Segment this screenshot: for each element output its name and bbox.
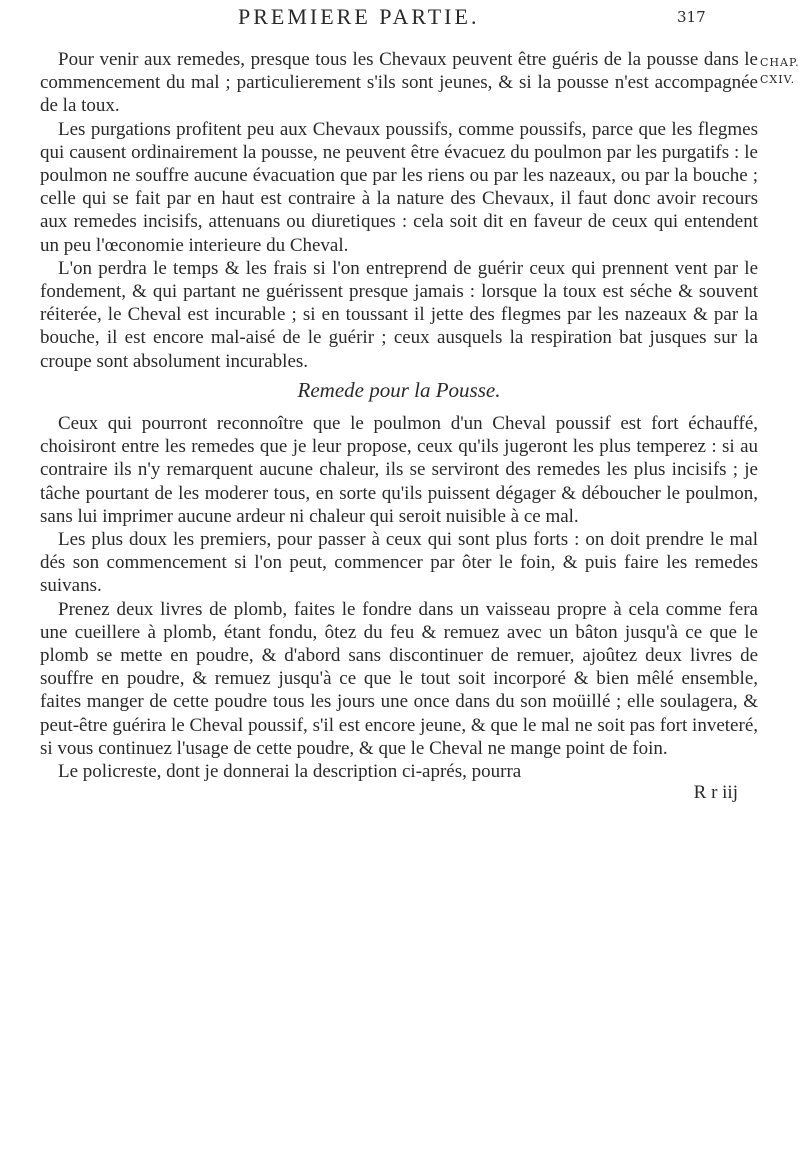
section-heading: Remede pour la Pousse.: [297, 377, 501, 402]
paragraph: Prenez deux livres de plomb, faites le fondre dans un vaisseau propre à cela comme fera une cueillere à plomb, étant fondu, ôtez du feu & remuez avec un bâton jusqu'à ce que le plomb se mette en poudre, & d'abord sans discontinuer de remuer, ajoûtez deux livres de souffre en poudre, & remuez jusqu'à ce que le tout soit incorporé & bien mêlé ensemble, faites manger de cette poudre tous les jours une once dans du son moüillé ; elle soulagera, & peut-être guérira le Cheval poussif, s'il est encore jeune, & que le mal ne soit pas fort inveteré, si vous continuez l'usage de cette poudre, & que le Cheval ne mange point de foin.: [40, 598, 758, 759]
paragraph: Pour venir aux remedes, presque tous les Chevaux peuvent être guéris de la pousse dans le commencement du mal ; particulierement s'ils sont jeunes, & si la pousse n'est accompagnée de la toux.: [40, 49, 758, 117]
paragraph: Les plus doux les premiers, pour passer à ceux qui sont plus forts : on doit prendre le mal dés son commencement si l'on peut, commencer par ôter le foin, & puis faire les remedes suivans.: [40, 529, 758, 597]
page-number: 317: [677, 8, 706, 26]
running-header: [0, 4, 800, 34]
paragraph: Ceux qui pourront reconnoître que le poulmon d'un Cheval poussif est fort échauffé, choisiront entre les remedes que je leur propose, ceux qu'ils jugeront les plus temperez : si au contraire ils n'y remarquent aucune chaleur, ils se serviront des remedes les plus incisifs ; je tâche pourtant de les moderer tous, en sorte qu'ils puissent dégager & déboucher le poulmon, sans lui imprimer aucune ardeur ni chaleur qui seroit nuisible à ce mal.: [40, 413, 758, 527]
paragraph: L'on perdra le temps & les frais si l'on entreprend de guérir ceux qui prennent vent par le fondement, & qui partant ne guérissent presque jamais : lorsque la toux est séche & souvent réiterée, le Cheval est incurable ; si en toussant il jette des flegmes par les nazeaux & par la bouche, il est encore mal-aisé de le guérir ; ceux ausquels la respiration bat jusques sur la croupe sont absolument incurables.: [40, 257, 758, 372]
margin-note: [760, 54, 800, 88]
margin-note-line: CHAP.: [760, 56, 800, 69]
body-text: [40, 48, 758, 805]
paragraph: Les purgations profitent peu aux Chevaux poussifs, comme poussifs, parce que les flegmes qui causent ordinairement la pousse, ne peuvent être évacuez du poulmon par les purgatifs : le poulmon ne souffre aucune évacuation que par les riens ou par les nazeaux, ou par la bouche ; celle qui se fait par en haut est contraire à la nature des Chevaux, il faut donc avoir recours aux remedes incisifs, attenuans ou diuretiques : cela soit dit en faveur de ceux qui entendent un peu l'œconomie interieure du Cheval.: [40, 118, 758, 256]
signature-mark: R r iij: [693, 782, 738, 804]
paragraph: Le policreste, dont je donnerai la description ci-aprés, pourra: [58, 761, 522, 783]
margin-note-line: CXIV.: [760, 73, 796, 86]
running-title: PREMIERE PARTIE.: [238, 4, 480, 29]
